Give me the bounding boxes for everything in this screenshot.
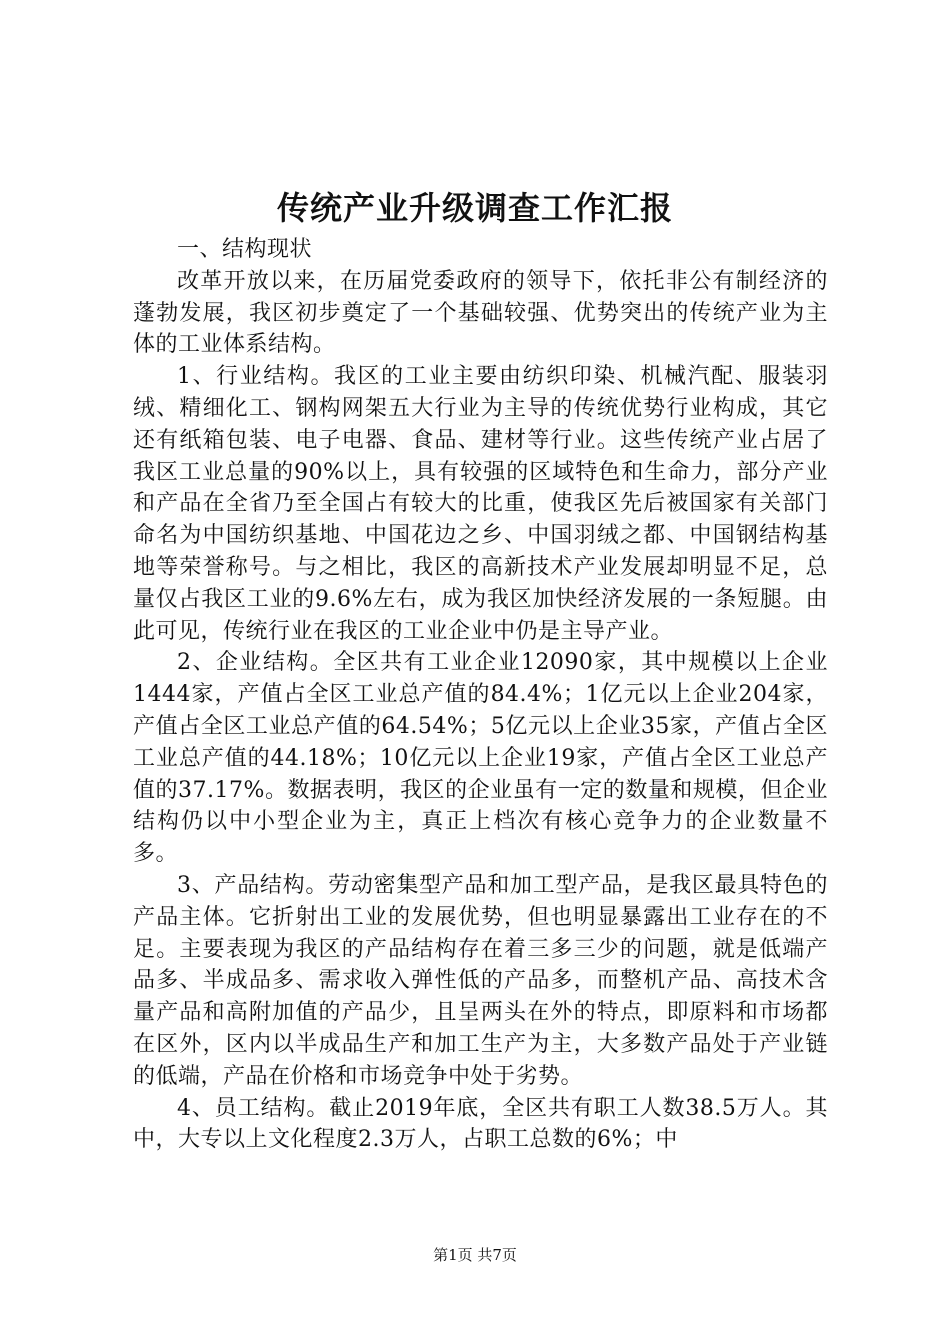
paragraph-product-structure: 3、产品结构。劳动密集型产品和加工型产品，是我区最具特色的产品主体。它折射出工业的发展优势，但也明显暴露出工业存在的不足。主要表现为我区的产品结构存在着三多三少的问题，就是低端产品多、半成品多、需求收入弹性低的产品多，而整机产品、高技术含量产品和高附加值的产品少，且呈两头在外的特点，即原料和市场都在区外，区内以半成品生产和加工生产为主，大多数产品处于产业链的低端，产品在价格和市场竞争中处于劣势。 [133, 872, 828, 1089]
page-footer: 第1页 共7页 [433, 1246, 517, 1264]
paragraph-employee-structure: 4、员工结构。截止2019年底，全区共有职工人数38.5万人。其中，大专以上文化程度2.3万人，占职工总数的6%；中 [133, 1095, 828, 1153]
paragraph-industry-structure: 1、行业结构。我区的工业主要由纺织印染、机械汽配、服装羽绒、精细化工、钢构网架五大行业为主导的传统优势行业构成，其它还有纸箱包装、电子电器、食品、建材等行业。这些传统产业占居了我区工业总量的90%以上，具有较强的区域特色和生命力，部分产业和产品在全省乃至全国占有较大的比重，使我区先后被国家有关部门命名为中国纺织基地、中国花边之乡、中国羽绒之都、中国钢结构基地等荣誉称号。与之相比，我区的高新技术产业发展却明显不足，总量仅占我区工业的9.6%左右，成为我区加快经济发展的一条短腿。由此可见，传统行业在我区的工业企业中仍是主导产业。 [133, 364, 828, 644]
section-heading: 一、结构现状 [177, 237, 313, 262]
document-body [133, 234, 828, 1156]
document-title: 传统产业升级调查工作汇报 [276, 189, 673, 227]
paragraph-enterprise-structure: 2、企业结构。全区共有工业企业12090家，其中规模以上企业1444家，产值占全区工业总产值的84.4%；1亿元以上企业204家，产值占全区工业总产值的64.54%；5亿元以上企业35家，产值占全区工业总产值的44.18%；10亿元以上企业19家，产值占全区工业总产值的37.17%。数据表明，我区的企业虽有一定的数量和规模，但企业结构仍以中小型企业为主，真正上档次有核心竞争力的企业数量不多。 [133, 650, 828, 867]
paragraph-intro: 改革开放以来，在历届党委政府的领导下，依托非公有制经济的蓬勃发展，我区初步奠定了一个基础较强、优势突出的传统产业为主体的工业体系结构。 [133, 268, 828, 358]
